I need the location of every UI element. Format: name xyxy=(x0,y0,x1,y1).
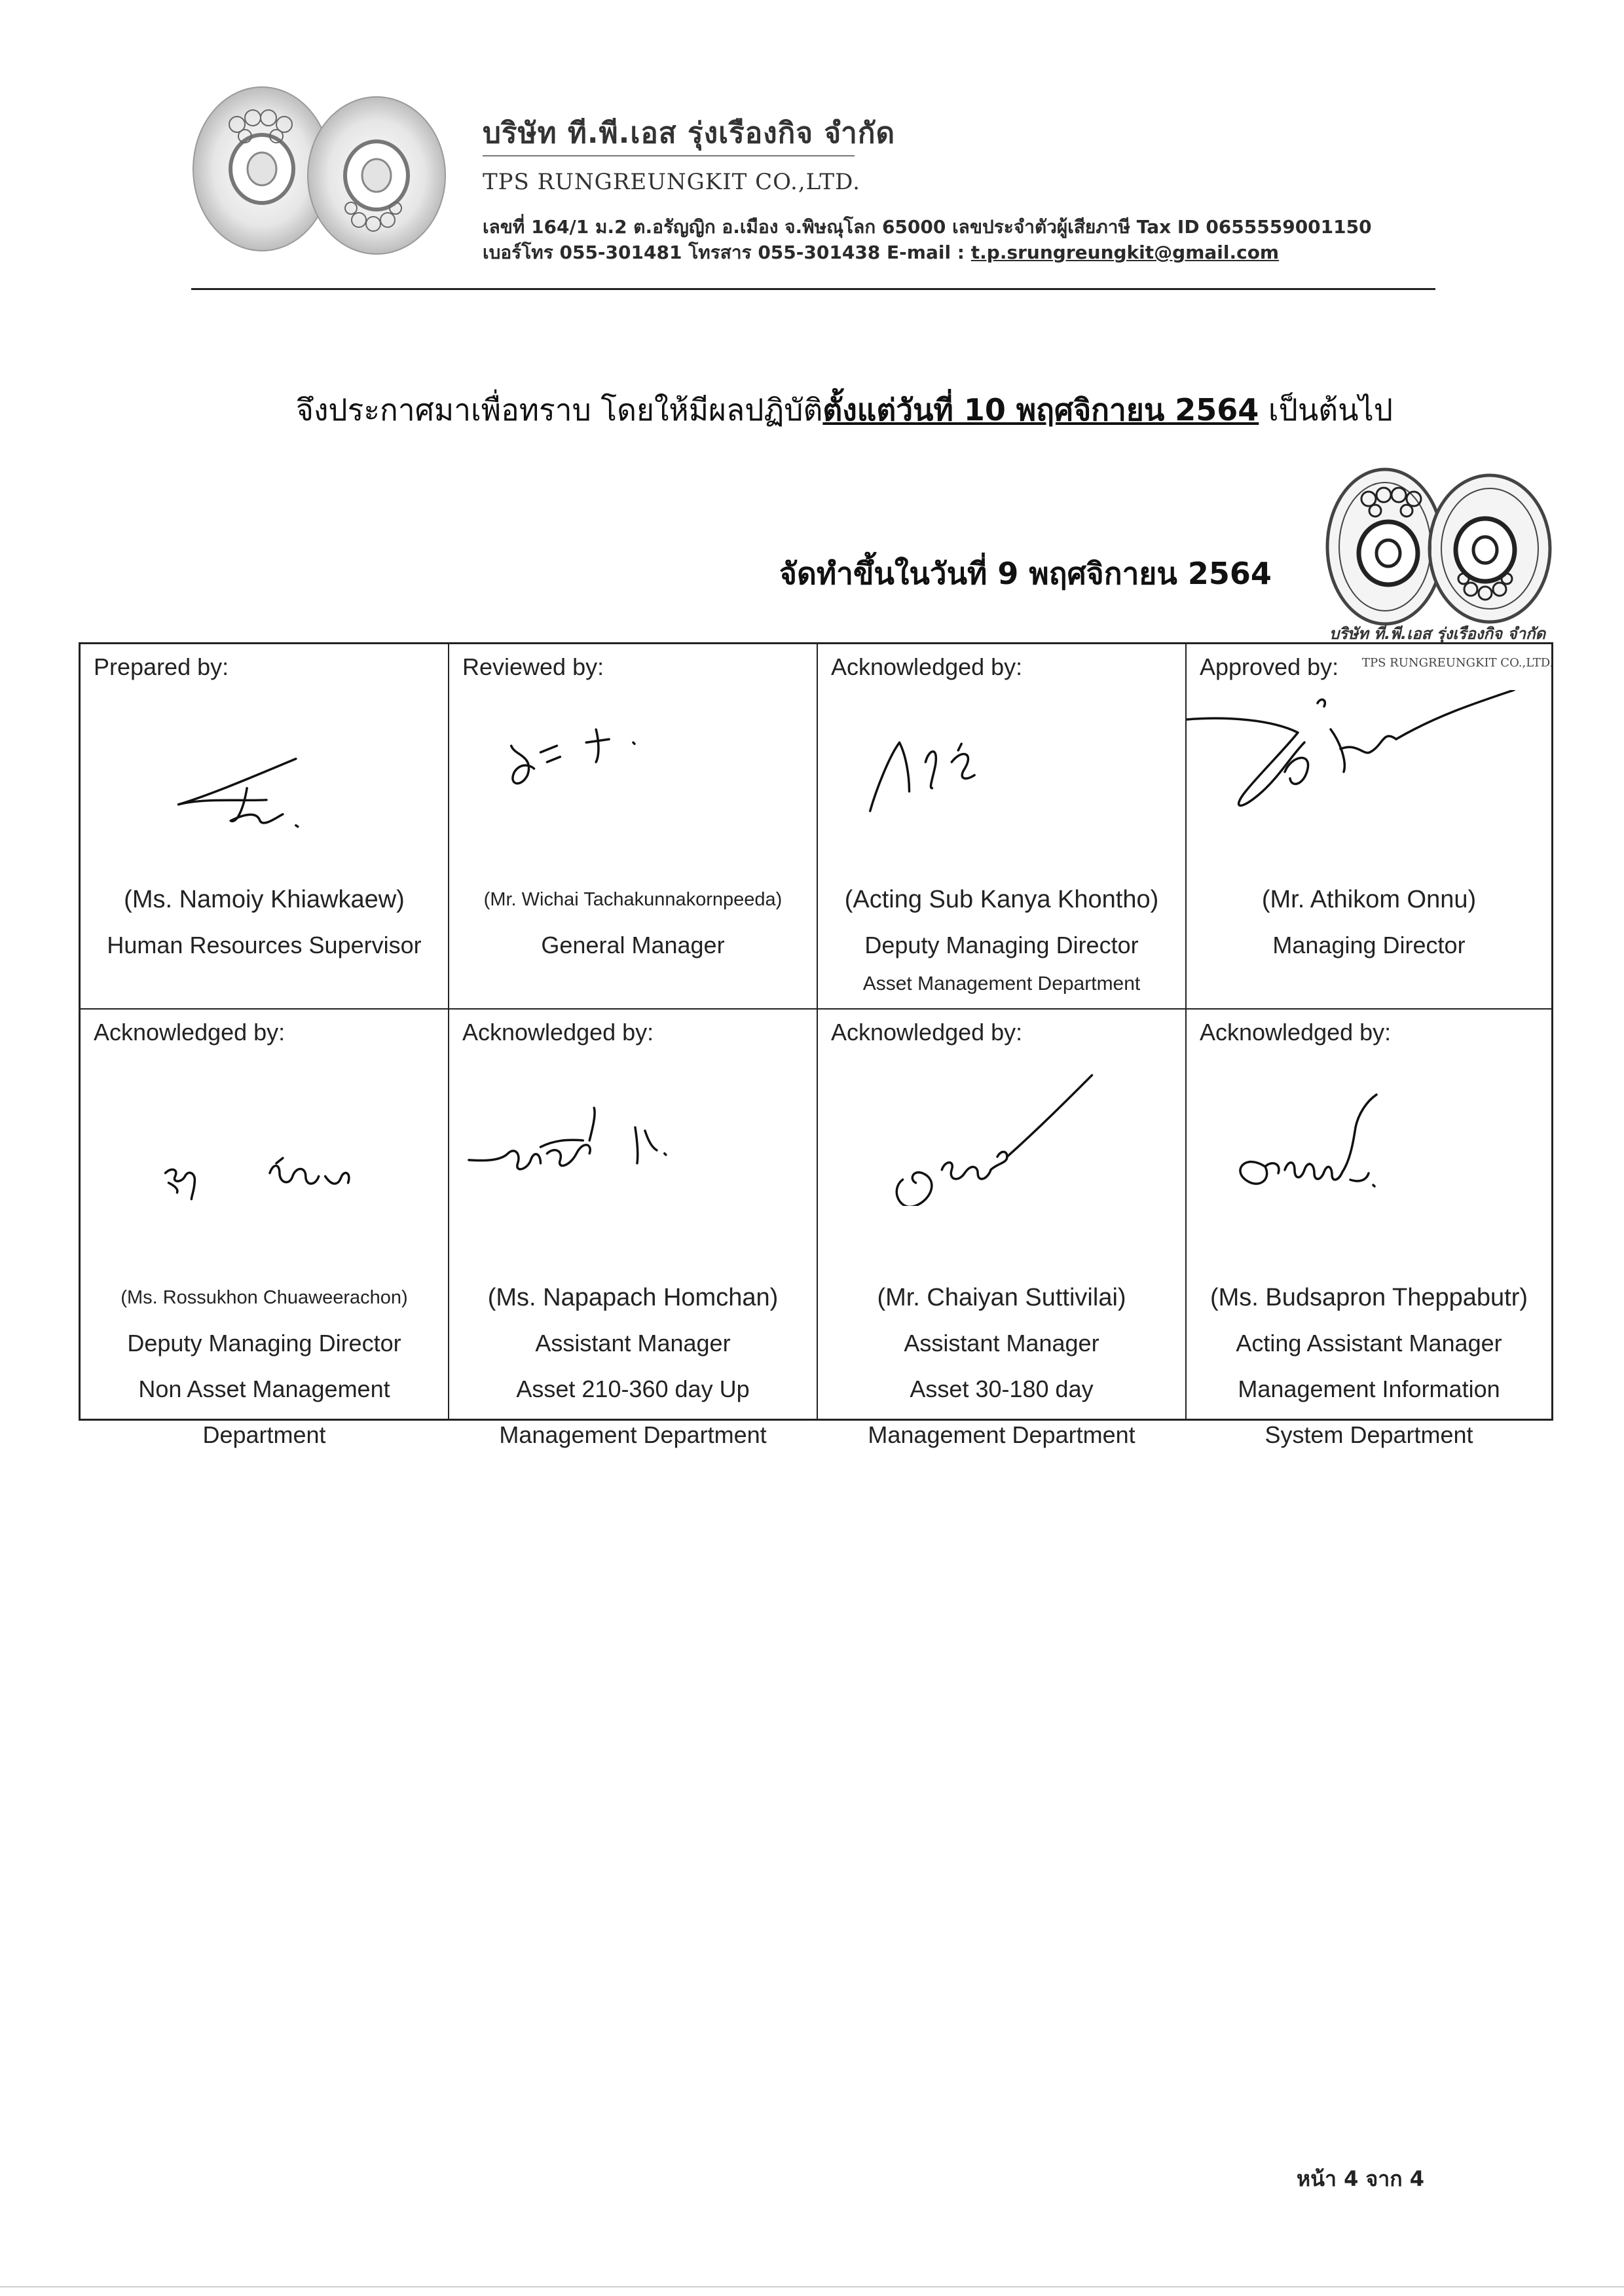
signatory-department: Management Information xyxy=(1238,1376,1500,1402)
signature-role: Prepared by: xyxy=(94,653,229,680)
company-name-thai: บริษัท ที.พี.เอส รุ่งเรืองกิจ จำกัด xyxy=(483,117,896,150)
email-link[interactable]: t.p.srungreungkit@gmail.com xyxy=(970,242,1280,263)
signature-cell-acknowledged-5 xyxy=(1187,1010,1551,1448)
signatory-name: (Ms. Budsapron Theppabutr) xyxy=(1209,1284,1528,1311)
signature-cell-acknowledged-1 xyxy=(818,644,1187,1010)
announcement-text xyxy=(296,386,1393,434)
page-bottom-edge xyxy=(0,2286,1624,2287)
signatory-info xyxy=(818,1275,1185,1458)
contact-phone-fax: เบอร์โทร 055-301481 โทรสาร 055-301438 E-mail : xyxy=(483,242,971,263)
signature-mark xyxy=(449,690,817,841)
effective-date: ตั้งแต่วันที่ 10 พฤศจิกายน 2564 xyxy=(822,392,1259,428)
signatory-position: Acting Assistant Manager xyxy=(1236,1330,1502,1357)
signature-mark xyxy=(81,1055,448,1206)
signatory-position: Deputy Managing Director xyxy=(864,932,1139,958)
signature-role: Acknowledged by: xyxy=(94,1019,286,1046)
signature-mark xyxy=(1187,690,1551,841)
signatory-name: (Mr. Athikom Onnu) xyxy=(1261,886,1477,913)
signatory-department: Asset 210-360 day Up xyxy=(516,1376,750,1402)
signatory-name: (Ms. Namoiy Khiawkaew) xyxy=(124,886,405,913)
signatory-info xyxy=(449,1275,817,1458)
signatory-position: Human Resources Supervisor xyxy=(107,932,422,958)
signature-role: Acknowledged by: xyxy=(462,1019,654,1046)
signatory-department: Department xyxy=(202,1421,326,1448)
signatory-position: Managing Director xyxy=(1272,932,1466,958)
signature-mark xyxy=(81,690,448,841)
signatory-position: General Manager xyxy=(541,932,725,958)
signature-mark xyxy=(818,1055,1185,1206)
signatory-name: (Ms. Napapach Homchan) xyxy=(487,1284,779,1311)
announcement-prefix: จึงประกาศมาเพื่อทราบ โดยให้มีผลปฏิบัติ xyxy=(296,392,823,428)
page-number: หน้า 4 จาก 4 xyxy=(1297,2166,1424,2191)
signature-mark xyxy=(818,690,1185,841)
signatory-department: System Department xyxy=(1264,1421,1473,1448)
announcement-suffix: เป็นต้นไป xyxy=(1259,392,1393,428)
issue-date: จัดทำขึ้นในวันที่ 9 พฤศจิกายน 2564 xyxy=(779,556,1272,591)
signatory-position: Assistant Manager xyxy=(535,1330,731,1357)
signature-role: Approved by: xyxy=(1200,653,1339,680)
company-name-english: TPS RUNGREUNGKIT CO.,LTD. xyxy=(483,169,860,195)
signatory-info xyxy=(81,1275,448,1458)
signature-role: Acknowledged by: xyxy=(831,1019,1023,1046)
company-address: เลขที่ 164/1 ม.2 ต.อรัญญิก อ.เมือง จ.พิษณุโลก 65000 เลขประจำตัวผู้เสียภาษี Tax ID 0655559001150 xyxy=(483,216,1372,238)
signatory-info xyxy=(1187,1275,1551,1458)
signatory-info xyxy=(1187,877,1551,968)
signature-mark xyxy=(1187,1055,1551,1206)
signatory-department: Management Department xyxy=(868,1421,1135,1448)
signature-role: Acknowledged by: xyxy=(1200,1019,1392,1046)
signatory-position: Assistant Manager xyxy=(904,1330,1099,1357)
company-logo xyxy=(190,77,452,261)
signature-role: Acknowledged by: xyxy=(831,653,1023,680)
signature-cell-approved xyxy=(1187,644,1554,1010)
letterhead-divider xyxy=(191,288,1435,290)
signature-table xyxy=(79,642,1553,1448)
stamp-english-text: TPS RUNGREUNGKIT CO.,LTD. xyxy=(1362,656,1554,670)
signatory-info xyxy=(81,877,448,968)
signatory-department: Asset 30-180 day xyxy=(910,1376,1094,1402)
signatory-department: Asset Management Department xyxy=(862,973,1141,994)
signature-cell-acknowledged-3 xyxy=(449,1010,818,1448)
company-seal xyxy=(1323,458,1559,632)
signatory-name: (Acting Sub Kanya Khontho) xyxy=(844,886,1159,913)
signature-cell-prepared xyxy=(81,644,449,1010)
signatory-name: (Mr. Chaiyan Suttivilai) xyxy=(877,1284,1126,1311)
signatory-name: (Ms. Rossukhon Chuaweerachon) xyxy=(120,1287,408,1308)
company-contact xyxy=(483,238,1279,267)
signature-mark xyxy=(449,1055,817,1206)
signature-cell-acknowledged-4 xyxy=(818,1010,1187,1448)
signature-role: Reviewed by: xyxy=(462,653,604,680)
signatory-department: Non Asset Management xyxy=(138,1376,390,1402)
signatory-info xyxy=(449,877,817,968)
signature-cell-acknowledged-2 xyxy=(81,1010,449,1448)
signature-cell-reviewed xyxy=(449,644,818,1010)
signatory-department: Management Department xyxy=(499,1421,767,1448)
signatory-info xyxy=(818,877,1185,1000)
stamp-thai-text: บริษัท ที.พี.เอส รุ่งเรืองกิจ จำกัด xyxy=(1329,625,1546,643)
signatory-name: (Mr. Wichai Tachakunnakornpeeda) xyxy=(483,889,783,910)
signatory-position: Deputy Managing Director xyxy=(127,1330,401,1357)
name-divider xyxy=(483,155,855,156)
